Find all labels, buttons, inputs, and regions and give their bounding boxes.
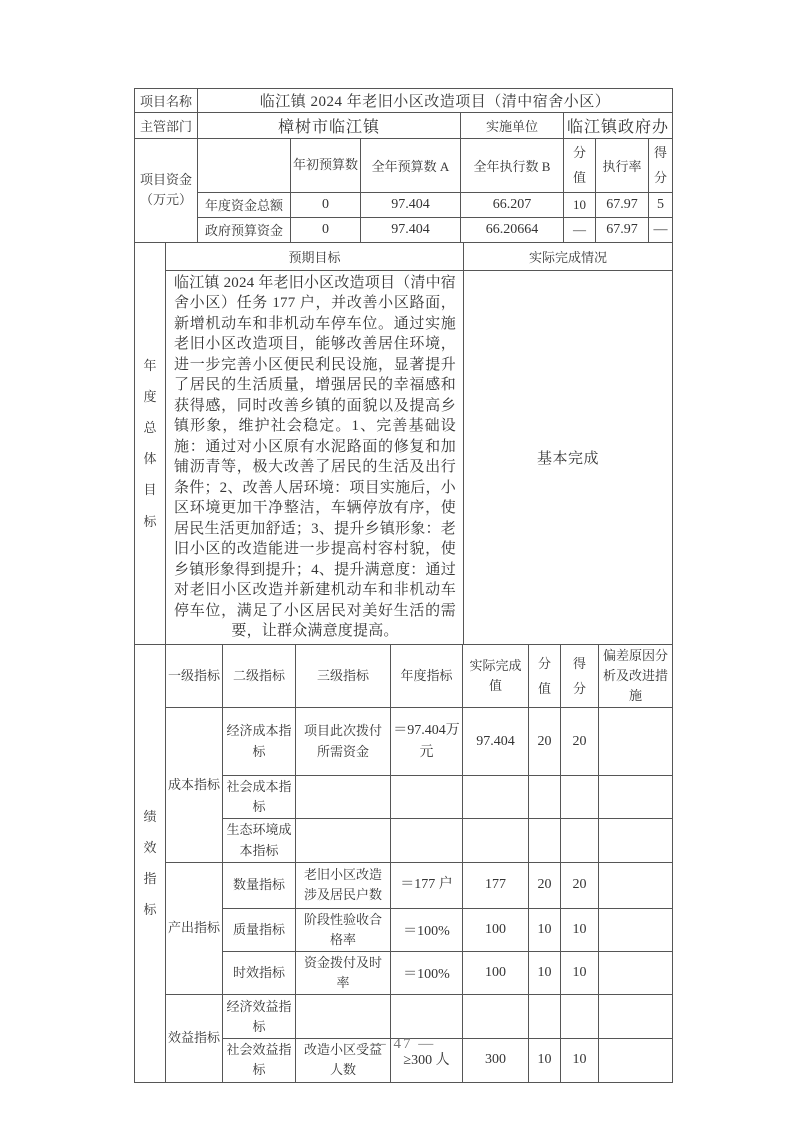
perf-deviation: [599, 908, 673, 951]
col-exec-rate: 执行率: [596, 139, 649, 193]
perf-level2: 社会效益指标: [223, 1039, 296, 1082]
col-annual-budget: 全年预算数 A: [361, 139, 461, 193]
perf-col-annual: 年度指标: [391, 644, 463, 707]
perf-score: 20: [561, 708, 599, 776]
perf-annual: [391, 995, 463, 1039]
perf-annual: [391, 819, 463, 862]
fund-score-value: —: [564, 217, 596, 242]
project-name-label: 项目名称: [135, 89, 198, 113]
perf-annual: [391, 776, 463, 819]
project-name-value: 临江镇 2024 年老旧小区改造项目（清中宿舍小区）: [198, 89, 673, 113]
perf-col-deviation: 偏差原因分析及改进措施: [599, 644, 673, 707]
perf-annual: ＝100%: [391, 908, 463, 951]
table-row: [135, 862, 673, 908]
perf-deviation: [599, 995, 673, 1039]
perf-annual: ＝177 户: [391, 862, 463, 908]
perf-actual: 97.404: [463, 708, 529, 776]
fund-rate: 67.97: [596, 217, 649, 242]
perf-score: [561, 819, 599, 862]
perf-actual: [463, 995, 529, 1039]
perf-score-value: 20: [529, 862, 561, 908]
perf-actual: [463, 819, 529, 862]
perf-annual: ＝100%: [391, 951, 463, 994]
fund-exec: 66.20664: [461, 217, 564, 242]
fund-exec: 66.207: [461, 192, 564, 217]
perf-level3: [296, 819, 391, 862]
perf-actual: 100: [463, 951, 529, 994]
fund-row-label: 政府预算资金: [198, 217, 291, 242]
col-score-value: [564, 139, 596, 193]
col-score-text: 得分: [654, 145, 668, 186]
perf-col-score-value: [529, 644, 561, 707]
impl-unit-label: 实施单位: [461, 113, 564, 139]
dept-value: 樟树市临江镇: [198, 113, 461, 139]
perf-level3: 项目此次拨付所需资金: [296, 708, 391, 776]
table-row: [135, 708, 673, 776]
col-annual-exec: 全年执行数 B: [461, 139, 564, 193]
perf-deviation: [599, 951, 673, 994]
dept-label: 主管部门: [135, 113, 198, 139]
perf-level2: 生态环境成本指标: [223, 819, 296, 862]
perf-level1-output: 产出指标: [166, 862, 223, 995]
fund-initial: 0: [291, 217, 361, 242]
perf-level2: 经济效益指标: [223, 995, 296, 1039]
perf-side-text: 绩效指标: [143, 808, 157, 918]
perf-col-score-value-text: 分值: [537, 655, 551, 696]
perf-level2: 数量指标: [223, 862, 296, 908]
perf-level2: 质量指标: [223, 908, 296, 951]
expected-goal-header: 预期目标: [166, 242, 464, 270]
fund-initial: 0: [291, 192, 361, 217]
perf-level3: [296, 776, 391, 819]
page-number: — 47 —: [370, 1036, 436, 1052]
fund-rate: 67.97: [596, 192, 649, 217]
perf-col-level1: 一级指标: [166, 644, 223, 707]
fund-score: —: [649, 217, 673, 242]
perf-deviation: [599, 862, 673, 908]
perf-col-score: [561, 644, 599, 707]
annual-goal-table: [134, 242, 673, 645]
perf-score-value: 10: [529, 908, 561, 951]
perf-level3: [296, 995, 391, 1039]
perf-score: 10: [561, 908, 599, 951]
evaluation-sheet: [134, 88, 672, 1083]
perf-level3: 阶段性验收合格率: [296, 908, 391, 951]
impl-unit-value: 临江镇政府办: [564, 113, 673, 139]
perf-score: 10: [561, 951, 599, 994]
fund-score: 5: [649, 192, 673, 217]
fund-row-label: 年度资金总额: [198, 192, 291, 217]
perf-level1-benefit: 效益指标: [166, 995, 223, 1082]
fund-budget: 97.404: [361, 192, 461, 217]
annual-goal-side-text: 年度总体目标: [143, 357, 157, 529]
table-row: [135, 995, 673, 1039]
perf-actual: [463, 776, 529, 819]
perf-level2: 经济成本指标: [223, 708, 296, 776]
perf-col-level3: 三级指标: [296, 644, 391, 707]
actual-result-text: 基本完成: [464, 270, 673, 644]
performance-table: [134, 644, 673, 1083]
perf-score-value: [529, 995, 561, 1039]
perf-score-value: [529, 776, 561, 819]
perf-level1-cost: 成本指标: [166, 708, 223, 863]
perf-col-actual: 实际完成值: [463, 644, 529, 707]
perf-deviation: [599, 708, 673, 776]
perf-actual: 177: [463, 862, 529, 908]
fund-budget: 97.404: [361, 217, 461, 242]
fund-score-value: 10: [564, 192, 596, 217]
perf-score-value: 20: [529, 708, 561, 776]
perf-score-value: 10: [529, 1039, 561, 1082]
perf-level3: 改造小区受益人数: [296, 1039, 391, 1082]
perf-deviation: [599, 819, 673, 862]
perf-annual: ＝97.404万元: [391, 708, 463, 776]
perf-col-level2: 二级指标: [223, 644, 296, 707]
perf-level3: 老旧小区改造涉及居民户数: [296, 862, 391, 908]
funds-label: 项目资金（万元）: [135, 139, 198, 243]
perf-score: 10: [561, 1039, 599, 1082]
perf-col-score-text: 得分: [572, 655, 586, 696]
perf-level3: 资金拨付及时率: [296, 951, 391, 994]
perf-side-label: [135, 644, 166, 1082]
perf-score: 20: [561, 862, 599, 908]
perf-actual: 300: [463, 1039, 529, 1082]
perf-score: [561, 995, 599, 1039]
empty-cell: [198, 139, 291, 193]
perf-annual: ≥300 人: [391, 1039, 463, 1082]
col-score: [649, 139, 673, 193]
perf-deviation: [599, 776, 673, 819]
annual-goal-side-label: [135, 242, 166, 644]
perf-score: [561, 776, 599, 819]
perf-level2: 时效指标: [223, 951, 296, 994]
expected-goal-text: 临江镇 2024 年老旧小区改造项目（清中宿舍小区）任务 177 户，并改善小区路面，新增机动车和非机动车停车位。通过实施老旧小区改造项目，能够改善居住环境，进一步完善小区便民利民设施，显著提升了居民的生活质量，增强居民的幸福感和获得感，同时改善乡镇的面貌以及提高乡镇形象，维护社会稳定。1、完善基础设施：通过对小区原有水泥路面的修复和加铺沥青等，极大改善了居民的生活及出行条件；2、改善人居环境：项目实施后，小区环境更加干净整洁，车辆停放有序，使居民生活更加舒适；3、提升乡镇形象：老旧小区的改造能进一步提高村容村貌，使乡镇形象得到提升；4、提升满意度：通过对老旧小区改造并新建机动车和非机动车停车位，满足了小区居民对美好生活的需要，让群众满意度提高。: [166, 270, 464, 644]
perf-score-value: 10: [529, 951, 561, 994]
perf-score-value: [529, 819, 561, 862]
col-score-value-text: 分值: [572, 145, 586, 186]
actual-result-header: 实际完成情况: [464, 242, 673, 270]
project-info-table: [134, 88, 673, 243]
perf-level2: 社会成本指标: [223, 776, 296, 819]
col-initial-budget: 年初预算数: [291, 139, 361, 193]
perf-actual: 100: [463, 908, 529, 951]
